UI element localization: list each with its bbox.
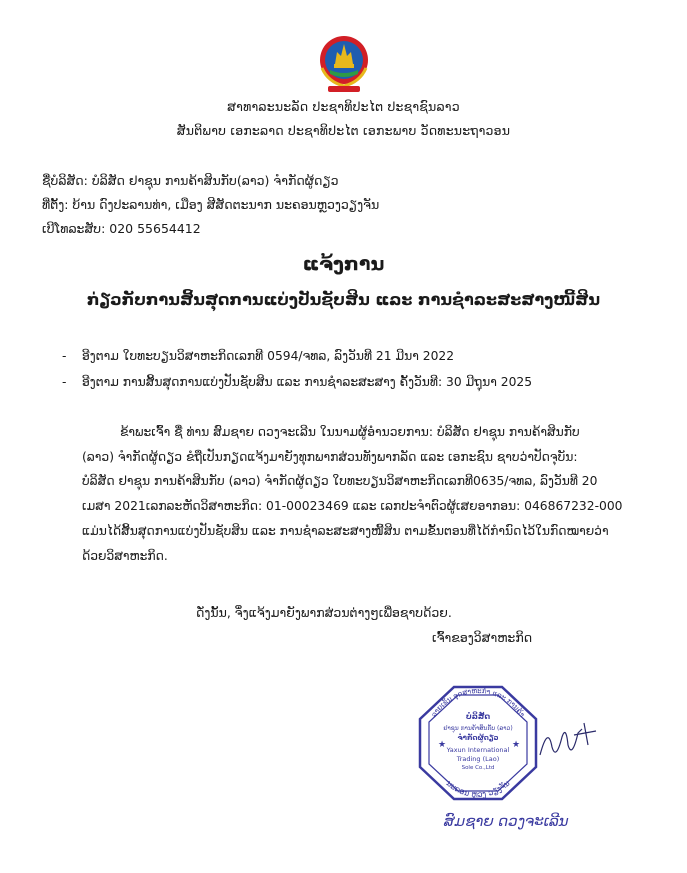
body-line: ຂ້າພະເຈົ້າ ຊື່ ທ່ານ ສົມຊາຍ ດວງຈະເລີນ ໃນນາມຜູ້ອຳນວຍການ: ບໍລິສັດ ຢາຊຸນ ການຄ້າສິນກັບ bbox=[120, 425, 580, 439]
document-subtitle: ກ່ຽວກັບການສິ້ນສຸດການແບ່ງປັນຊັບສິນ ແລະ ການຊຳລະສະສາງໜີ້ສິນ bbox=[86, 290, 601, 309]
signatory-name: ສົມຊາຍ ດວງຈະເລີນ bbox=[444, 812, 569, 830]
stamp-ring-bottom-text: ນະຄອນ ຫຼວງ ວຽງຈັນ bbox=[444, 778, 512, 800]
body-paragraph bbox=[82, 420, 652, 568]
stamp-line: Trading (Lao) bbox=[456, 755, 500, 763]
company-stamp bbox=[414, 681, 542, 805]
stamp-line: Yaxun International bbox=[446, 746, 510, 754]
document-title: ແຈ້ງການ bbox=[302, 253, 385, 275]
company-phone-line: ເບີໂທລະສັບ: 020 55654412 bbox=[42, 221, 201, 236]
owner-label: ເຈົ້າຂອງວິສາຫະກິດ bbox=[432, 630, 533, 645]
stamp-ring-top-text: ລາຍເຊັນ ອຸດສາຫະກຳ ແລະ ການຄ້າ bbox=[429, 686, 527, 719]
svg-text:ນະຄອນ ຫຼວງ ວຽງຈັນ bbox=[444, 779, 511, 801]
body-line: ເມສາ 2021ເລກລະຫັດວິສາຫະກິດ: 01-00023469 ແລະ ເລກປະຈຳຕົວຜູ້ເສຍອາກອນ: 046867232-000 bbox=[82, 499, 623, 514]
star-right-icon: ★ bbox=[512, 740, 521, 750]
stamp-line: ບໍລິສັດ bbox=[465, 712, 491, 721]
closing-line: ດັ່ງນັ້ນ, ຈຶ່ງແຈ້ງມາຍັງພາກສ່ວນຕ່າງໆເພື່ອຊາບດ້ວຍ. bbox=[196, 605, 452, 620]
reference-item: - ອີງຕາມ ໃບທະບຽນວິສາຫະກິດເລກທີ 0594/ຈທລ, ລົງວັນທີ 21 ມີນາ 2022 bbox=[62, 349, 455, 363]
country-name: ສາທາລະນະລັດ ປະຊາທິປະໄຕ ປະຊາຊົນລາວ bbox=[227, 99, 460, 114]
reference-item: - ອີງຕາມ ການສິ້ນສຸດການແບ່ງປັນຊັບສິນ ແລະ ການຊຳລະສະສາງ ຄັ້ງວັນທີ: 30 ມີຖຸນາ 2025 bbox=[62, 375, 533, 389]
national-motto: ສັນຕິພາບ ເອກະລາດ ປະຊາທິປະໄຕ ເອກະພາບ ວັດທະນະຖາວອນ bbox=[176, 123, 511, 138]
stamp-line: ຈຳກັດຜູ້ດຽວ bbox=[457, 734, 499, 742]
signature-mark bbox=[538, 715, 598, 765]
body-line: ບໍລິສັດ ຢາຊຸນ ການຄ້າສິນກັບ (ລາວ) ຈຳກັດຜູ້ດຽວ ໃບທະບຽນວິສາຫະກິດເລກທີ0635/ຈທລ, ລົງວັນທີ 20 bbox=[82, 474, 598, 489]
company-address-line: ທີ່ຕັ້ງ: ບ້ານ ດົງປະລານທ່າ, ເມືອງ ສີສັດຕະນາກ ນະຄອນຫຼວງວຽງຈັນ bbox=[42, 197, 380, 212]
stamp-line: Sole Co.,Ltd bbox=[461, 765, 495, 771]
body-line: (ລາວ) ຈຳກັດຜູ້ດຽວ ຂໍຖືເປັນກຽດແຈ້ງມາຍັງທຸກພາກສ່ວນທັງພາກລັດ ແລະ ເອກະຊົນ ຊາບວ່າປັດຈຸບັນ: bbox=[82, 449, 578, 464]
national-emblem-icon bbox=[318, 30, 370, 94]
body-line: ແມ່ນໄດ້ສິ້ນສຸດການແບ່ງປັນຊັບສິນ ແລະ ການຊຳລະສະສາງໜີ້ສິນ ຕາມຂັ້ນຕອນທີ່ໄດ້ກຳນົດໄວ້ໃນກົດໝາຍວ່າ bbox=[82, 523, 609, 538]
stamp-line: ຢາຊຸນ ການຄ້າສິນກັບ (ລາວ) bbox=[443, 725, 513, 732]
star-left-icon: ★ bbox=[438, 740, 447, 750]
company-name-line: ຊື່ບໍລິສັດ: ບໍລິສັດ ຢາຊຸນ ການຄ້າສິນກັບ(ລາວ) ຈຳກັດຜູ້ດຽວ bbox=[42, 173, 339, 188]
body-line: ດ້ວຍວິສາຫະກິດ. bbox=[82, 548, 168, 563]
